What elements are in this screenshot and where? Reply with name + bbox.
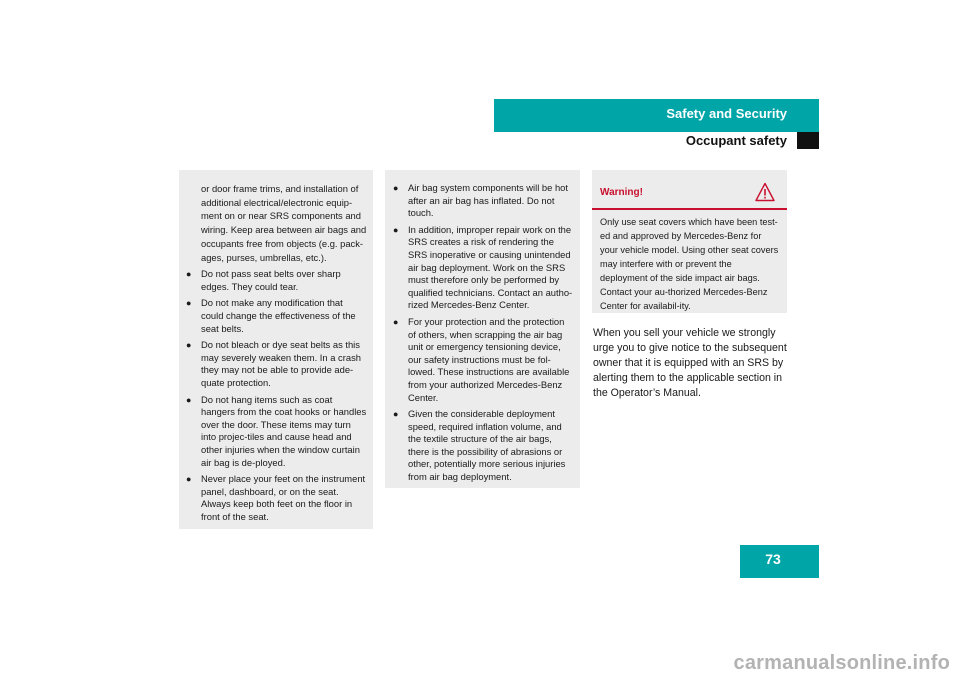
bullet-icon: ● [186,269,192,280]
section-title: Safety and Security [666,106,787,121]
warning-triangle-icon [755,182,775,202]
list-item: ● Do not make any modification that could change the effectiveness of the seat belts. [186,297,356,334]
bullet-icon: ● [393,183,399,193]
bullet-icon: ● [393,224,399,235]
list-item: ● Do not pass seat belts over sharp edges. They could tear. [186,268,341,292]
list-item: ● Never place your feet on the instrument panel, dashboard, or on the seat. Always keep both feet on the floor in front of the seat. [186,473,366,522]
bullet-icon: ● [186,474,192,485]
text-column-1 [179,170,373,529]
page-number: 73 [765,551,781,567]
warning-box [592,170,787,313]
list-item: ● Air bag system components will be hot after an air bag has inflated. Do not touch. [393,182,568,219]
body-paragraph: When you sell your vehicle we strongly urge you to give notice to the subsequent owner that it is equipped with an SRS by alerting them to the applicable section in the Operator’s Manual. [593,327,787,399]
bullet-icon: ● [186,298,192,309]
header-bar [494,99,819,132]
list-item: ● Given the considerable deployment speed, required inflation volume, and the textile structure of the air bags, there is the possibility of abrasions or other, potentially more serious injuries from air bag deployment. [393,408,566,483]
continuation-text: or door frame trims, and installation of additional electrical/electronic equip-ment on or near SRS components and wiring. Keep area between air bags and occupants free from objects (e.g. pack-ages, purses, umbrellas, etc.). [201,183,367,263]
bullet-icon: ● [186,394,192,405]
list-item: ● Do not bleach or dye seat belts as this may severely weaken them. In a crash they may not be able to provide ade-quate protection. [186,339,361,388]
list-item: ● In addition, improper repair work on the SRS creates a risk of rendering the SRS inoperative or causing unintended air bag deployment. Work on the SRS must therefore only be performed by qualified technicians. Contact an autho-rized Mercedes-Benz Center. [393,223,573,311]
bullet-icon: ● [393,409,399,420]
list-item: ● Do not hang items such as coat hangers from the coat hooks or handles over the door. These items may turn into projec-tiles and cause head and other injuries when the window curtain air bag is de-ployed. [186,393,367,468]
bullet-icon: ● [393,316,399,327]
header-marker [797,132,819,149]
subsection-title: Occupant safety [685,133,787,148]
text-column-2 [385,170,580,488]
page-number-box [740,545,819,578]
watermark: carmanualsonline.info [733,652,950,674]
list-item: ● For your protection and the protection of others, when scrapping the air bag unit or emergency tensioning device, our safety instructions must be fol-lowed. These instructions are available from your authorized Mercedes-Benz Center. [393,315,570,403]
bullet-icon: ● [186,340,192,351]
bullet-list-1 [186,268,367,523]
warning-text: Only use seat covers which have been test-ed and approved by Mercedes-Benz for your vehicle model. Using other seat covers may interfere with or prevent the deployment of the side impact air bags. Contact your au-thorized Mercedes-Benz Center for availabil-ity. [600,217,779,311]
bullet-list-2 [393,182,574,484]
warning-title: Warning! [600,187,643,198]
warning-header [592,170,787,210]
